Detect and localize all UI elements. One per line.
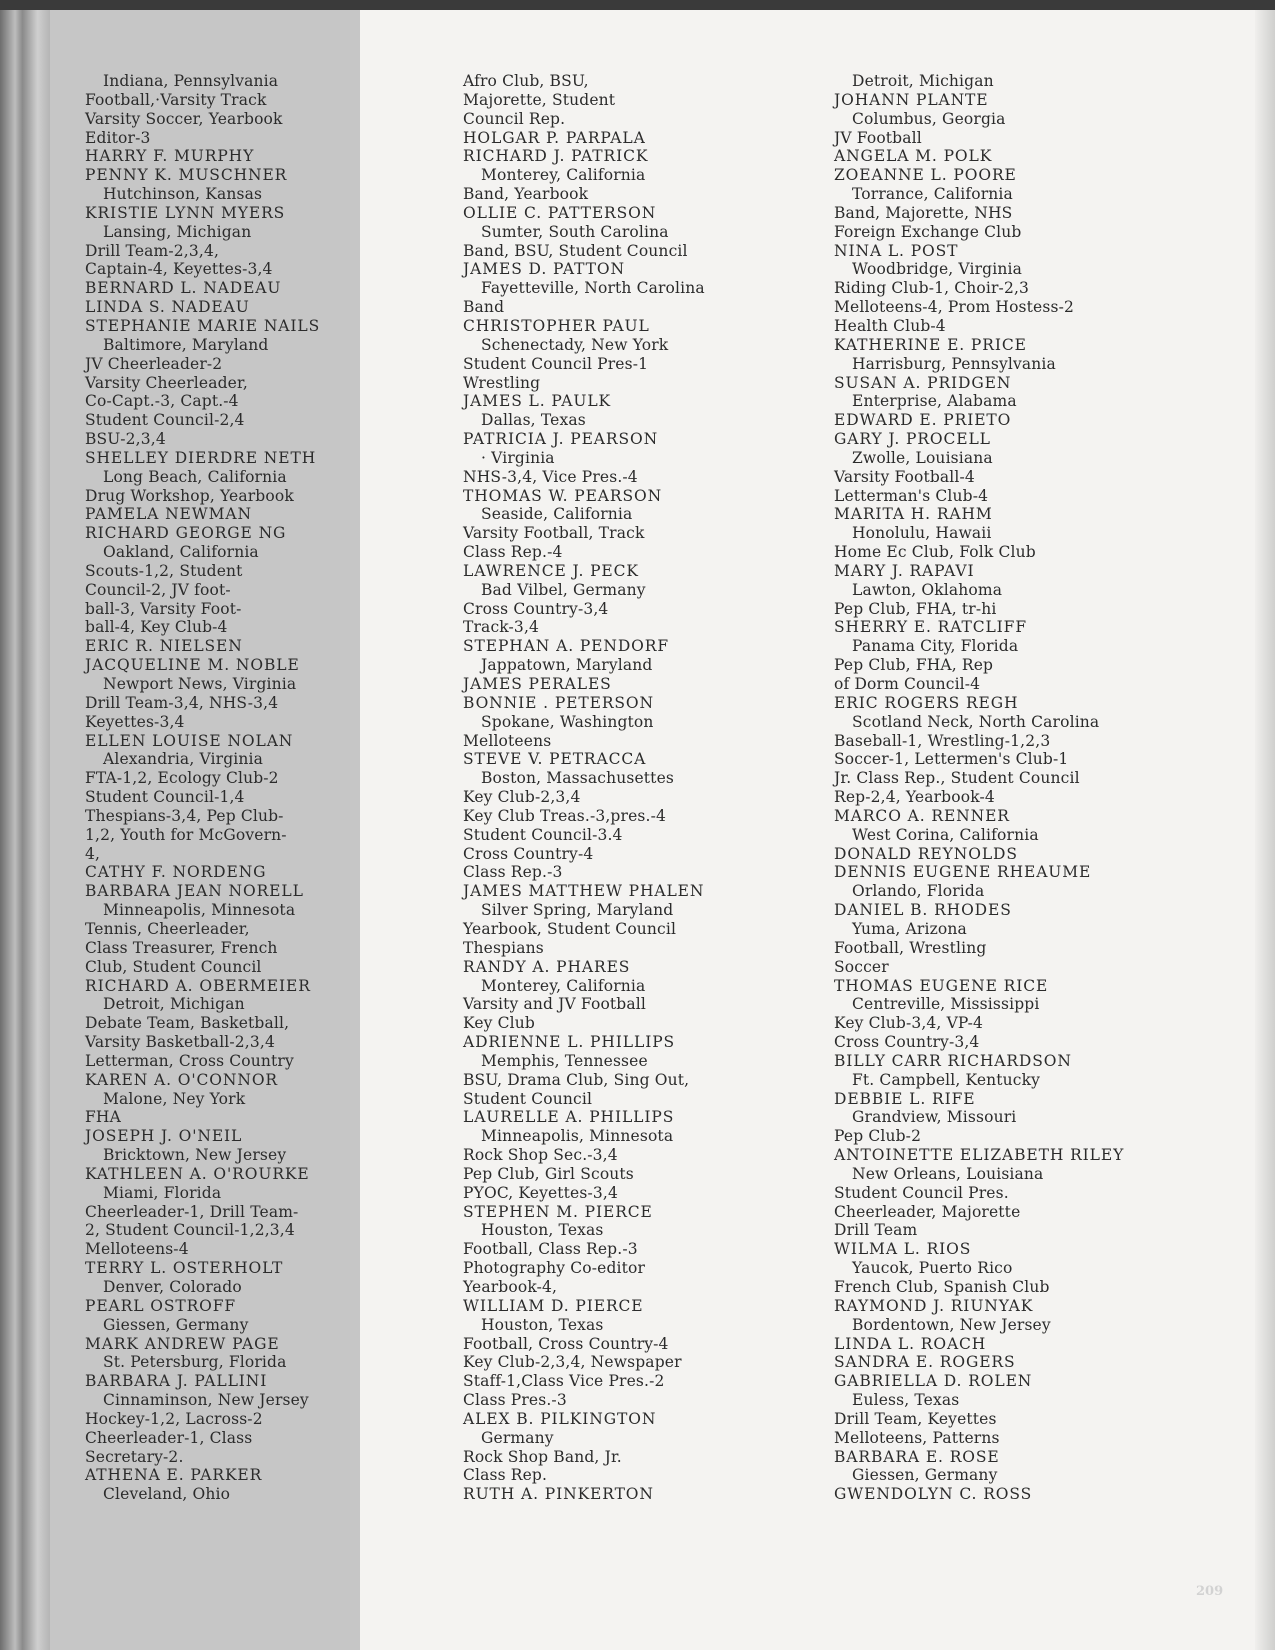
student-activities: BSU-2,3,4: [85, 430, 166, 449]
student-name: HOLGAR P. PARPALA: [463, 128, 646, 147]
student-hometown: Long Beach, California: [103, 467, 287, 486]
student-activities: Thespians: [463, 938, 544, 957]
student-activities: Photography Co-editor: [463, 1259, 646, 1278]
student-name: STEPHANIE MARIE NAILS: [85, 316, 321, 335]
student-hometown: Zwolle, Louisiana: [852, 448, 993, 467]
student-hometown: Orlando, Florida: [852, 882, 985, 901]
student-activities: Class Pres.-3: [463, 1391, 567, 1410]
student-activities: Pep Club, Girl Scouts: [463, 1164, 634, 1183]
student-activities: Yearbook, Student Council: [463, 919, 677, 938]
student-name: PEARL OSTROFF: [85, 1296, 237, 1315]
student-hometown: Minneapolis, Minnesota: [103, 901, 296, 920]
student-activities: Wrestling: [463, 373, 541, 392]
student-name: THOMAS W. PEARSON: [463, 486, 663, 505]
student-hometown: Alexandria, Virginia: [103, 750, 264, 769]
student-hometown: Boston, Massachusettes: [481, 769, 674, 788]
student-activities: Varsity Soccer, Yearbook: [85, 109, 283, 128]
student-activities: Rep-2,4, Yearbook-4: [834, 788, 995, 807]
student-activities: Football, Class Rep.-3: [463, 1240, 638, 1259]
student-hometown: Lawton, Oklahoma: [852, 580, 1003, 599]
student-name: BARBARA E. ROSE: [834, 1447, 1000, 1466]
student-activities: Pep Club-2: [834, 1127, 922, 1146]
student-activities: Riding Club-1, Choir-2,3: [834, 279, 1030, 298]
student-hometown: Oakland, California: [103, 543, 259, 562]
student-name: BONNIE . PETERSON: [463, 693, 654, 712]
student-hometown: New Orleans, Louisiana: [852, 1164, 1044, 1183]
student-hometown: Indiana, Pennsylvania: [103, 72, 279, 90]
student-name: JOSEPH J. O'NEIL: [85, 1127, 243, 1146]
student-name: MARITA H. RAHM: [834, 505, 993, 524]
student-hometown: Grandview, Missouri: [852, 1108, 1017, 1127]
student-name: RANDY A. PHARES: [463, 957, 631, 976]
student-name: MARCO A. RENNER: [834, 806, 1010, 825]
student-name: OLLIE C. PATTERSON: [463, 203, 657, 222]
student-activities: Varsity and JV Football: [463, 995, 646, 1014]
student-name: KATHLEEN A. O'ROURKE: [85, 1164, 310, 1183]
student-hometown: Minneapolis, Minnesota: [481, 1127, 674, 1146]
student-hometown: Centreville, Mississippi: [852, 995, 1040, 1014]
student-name: JOHANN PLANTE: [834, 90, 989, 109]
student-name: ELLEN LOUISE NOLAN: [85, 731, 294, 750]
student-activities: Student Council: [463, 1089, 593, 1108]
student-activities: Drill Team-3,4, NHS-3,4: [85, 693, 279, 712]
student-activities: Captain-4, Keyettes-3,4: [85, 260, 273, 279]
student-name: LAWRENCE J. PECK: [463, 561, 639, 580]
student-activities: Pep Club, FHA, tr-hi: [834, 599, 997, 618]
student-activities: FTA-1,2, Ecology Club-2: [85, 769, 279, 788]
student-activities: of Dorm Council-4: [834, 675, 981, 693]
student-activities: Class Treasurer, French: [85, 938, 278, 957]
student-hometown: Houston, Texas: [481, 1221, 604, 1240]
student-activities: Cross Country-3,4: [834, 1033, 980, 1052]
student-name: ERIC R. NIELSEN: [85, 637, 243, 656]
student-hometown: Enterprise, Alabama: [852, 392, 1017, 411]
student-hometown: Yuma, Arizona: [852, 919, 967, 938]
student-activities: Keyettes-3,4: [85, 712, 185, 731]
student-hometown: Detroit, Michigan: [103, 995, 245, 1014]
student-activities: Football,·Varsity Track: [85, 90, 267, 109]
student-activities: 1,2, Youth for McGovern-: [85, 825, 287, 844]
student-activities: Scouts-1,2, Student: [85, 561, 243, 580]
student-name: WILLIAM D. PIERCE: [463, 1296, 644, 1315]
page-binding-gutter: [0, 10, 50, 1650]
student-activities: Melloteens: [463, 731, 552, 750]
student-name: TERRY L. OSTERHOLT: [85, 1259, 284, 1278]
student-name: PAMELA NEWMAN: [85, 505, 252, 524]
student-hometown: Sumter, South Carolina: [481, 222, 669, 241]
student-activities: Melloteens-4, Prom Hostess-2: [834, 298, 1074, 317]
student-activities: Editor-3: [85, 128, 151, 147]
student-activities: Band, Majorette, NHS: [834, 203, 1013, 222]
student-name: JAMES PERALES: [463, 675, 612, 693]
student-activities: Band, Yearbook: [463, 185, 589, 204]
student-name: BILLY CARR RICHARDSON: [834, 1051, 1072, 1070]
student-name: ANTOINETTE ELIZABETH RILEY: [834, 1146, 1125, 1165]
student-activities: Staff-1,Class Vice Pres.-2: [463, 1372, 665, 1391]
student-activities: Band: [463, 298, 505, 317]
student-name: MARY J. RAPAVI: [834, 561, 975, 580]
student-activities: Hockey-1,2, Lacross-2: [85, 1409, 263, 1428]
student-name: THOMAS EUGENE RICE: [834, 976, 1049, 995]
student-activities: Varsity Football-4: [834, 467, 975, 486]
student-hometown: Hutchinson, Kansas: [103, 185, 263, 204]
student-activities: Debate Team, Basketball,: [85, 1014, 290, 1033]
student-hometown: Jappatown, Maryland: [481, 656, 653, 675]
student-name: JAMES L. PAULK: [463, 392, 612, 411]
student-name: KAREN A. O'CONNOR: [85, 1070, 279, 1089]
student-name: NINA L. POST: [834, 241, 959, 260]
student-name: JAMES D. PATTON: [463, 260, 625, 279]
student-activities: Student Council Pres-1: [463, 354, 649, 373]
student-hometown: Miami, Florida: [103, 1183, 222, 1202]
student-activities: Key Club-3,4, VP-4: [834, 1014, 984, 1033]
student-hometown: Torrance, California: [852, 185, 1013, 204]
student-name: CATHY F. NORDENG: [85, 863, 267, 882]
student-name: CHRISTOPHER PAUL: [463, 316, 650, 335]
student-activities: 4,: [85, 844, 101, 863]
student-activities: Track-3,4: [463, 618, 540, 637]
student-name: EDWARD E. PRIETO: [834, 411, 1012, 430]
student-hometown: Bad Vilbel, Germany: [481, 580, 646, 599]
roster-column-3: [834, 72, 1124, 1504]
student-hometown: Memphis, Tennessee: [481, 1051, 648, 1070]
student-hometown: Detroit, Michigan: [852, 72, 994, 90]
student-hometown: Monterey, California: [481, 976, 646, 995]
student-hometown: Cleveland, Ohio: [103, 1485, 231, 1504]
student-activities: Band, BSU, Student Council: [463, 241, 688, 260]
student-hometown: Lansing, Michigan: [103, 222, 252, 241]
student-activities: JV Football: [834, 128, 922, 147]
student-hometown: Bordentown, New Jersey: [852, 1315, 1051, 1334]
student-activities: Home Ec Club, Folk Club: [834, 543, 1036, 562]
student-name: LINDA S. NADEAU: [85, 298, 250, 317]
student-activities: BSU, Drama Club, Sing Out,: [463, 1070, 690, 1089]
student-hometown: Newport News, Virginia: [103, 675, 297, 693]
student-hometown: Denver, Colorado: [103, 1278, 242, 1296]
student-activities: Foreign Exchange Club: [834, 222, 1022, 241]
student-activities: Letterman, Cross Country: [85, 1051, 294, 1070]
student-name: LINDA L. ROACH: [834, 1334, 987, 1353]
student-hometown: St. Petersburg, Florida: [103, 1353, 287, 1372]
student-name: ERIC ROGERS REGH: [834, 693, 1019, 712]
page-number: 209: [1196, 1584, 1224, 1599]
student-name: DENNIS EUGENE RHEAUME: [834, 863, 1092, 882]
student-activities: Football, Cross Country-4: [463, 1334, 669, 1353]
student-name: BARBARA J. PALLINI: [85, 1372, 268, 1391]
student-name: SHELLEY DIERDRE NETH: [85, 448, 317, 467]
student-activities: Varsity Basketball-2,3,4: [85, 1033, 275, 1052]
student-activities: ball-4, Key Club-4: [85, 618, 228, 637]
student-activities: Melloteens, Patterns: [834, 1428, 1000, 1447]
student-activities: Jr. Class Rep., Student Council: [834, 769, 1080, 788]
student-hometown: Ft. Campbell, Kentucky: [852, 1070, 1041, 1089]
student-activities: French Club, Spanish Club: [834, 1278, 1050, 1296]
student-name: ALEX B. PILKINGTON: [463, 1409, 657, 1428]
student-activities: Student Council Pres.: [834, 1183, 1009, 1202]
student-activities: Cheerleader, Majorette: [834, 1202, 1021, 1221]
student-name: SHERRY E. RATCLIFF: [834, 618, 1027, 637]
student-activities: Soccer: [834, 957, 889, 976]
student-activities: Health Club-4: [834, 316, 946, 335]
student-name: BARBARA JEAN NORELL: [85, 882, 304, 901]
student-activities: ball-3, Varsity Foot-: [85, 599, 242, 618]
page-right-edge: [1255, 10, 1275, 1650]
student-name: ADRIENNE L. PHILLIPS: [463, 1033, 676, 1052]
student-hometown: Giessen, Germany: [103, 1315, 249, 1334]
student-activities: Thespians-3,4, Pep Club-: [85, 806, 284, 825]
student-activities: Football, Wrestling: [834, 938, 987, 957]
student-activities: Varsity Football, Track: [463, 524, 645, 543]
student-hometown: Yaucok, Puerto Rico: [852, 1259, 1013, 1278]
student-name: RICHARD A. OBERMEIER: [85, 976, 311, 995]
student-name: SANDRA E. ROGERS: [834, 1353, 1016, 1372]
student-activities: Key Club: [463, 1014, 535, 1033]
student-activities: Secretary-2.: [85, 1447, 184, 1466]
student-activities: FHA: [85, 1108, 121, 1127]
student-hometown: West Corina, California: [852, 825, 1039, 844]
student-activities: NHS-3,4, Vice Pres.-4: [463, 467, 638, 486]
student-hometown: Euless, Texas: [852, 1391, 960, 1410]
student-name: LAURELLE A. PHILLIPS: [463, 1108, 675, 1127]
student-hometown: · Virginia: [481, 448, 555, 467]
roster-column-1: [85, 72, 320, 1504]
student-name: DANIEL B. RHODES: [834, 901, 1012, 920]
student-activities: Cross Country-4: [463, 844, 594, 863]
student-activities: Council Rep.: [463, 109, 566, 128]
student-activities: JV Cheerleader-2: [85, 354, 223, 373]
student-hometown: Giessen, Germany: [852, 1466, 998, 1485]
student-activities: Class Rep.-4: [463, 543, 563, 562]
student-activities: Drug Workshop, Yearbook: [85, 486, 294, 505]
student-activities: Soccer-1, Lettermen's Club-1: [834, 750, 1069, 769]
student-hometown: Schenectady, New York: [481, 335, 669, 354]
student-hometown: Columbus, Georgia: [852, 109, 1006, 128]
student-hometown: Houston, Texas: [481, 1315, 604, 1334]
roster-column-2: [463, 72, 705, 1504]
student-activities: Afro Club, BSU,: [463, 72, 589, 90]
student-activities: Cheerleader-1, Class: [85, 1428, 253, 1447]
student-activities: Drill Team, Keyettes: [834, 1409, 997, 1428]
student-activities: Rock Shop Sec.-3,4: [463, 1146, 618, 1165]
student-hometown: Baltimore, Maryland: [103, 335, 269, 354]
student-name: KRISTIE LYNN MYERS: [85, 203, 286, 222]
student-hometown: Bricktown, New Jersey: [103, 1146, 287, 1165]
student-activities: Class Rep.-3: [463, 863, 563, 882]
student-activities: Class Rep.: [463, 1466, 548, 1485]
student-activities: Council-2, JV foot-: [85, 580, 231, 599]
student-name: PENNY K. MUSCHNER: [85, 166, 288, 185]
student-activities: Cross Country-3,4: [463, 599, 609, 618]
student-hometown: Spokane, Washington: [481, 712, 654, 731]
student-activities: 2, Student Council-1,2,3,4: [85, 1221, 295, 1240]
student-hometown: Silver Spring, Maryland: [481, 901, 674, 920]
student-name: JACQUELINE M. NOBLE: [85, 656, 300, 675]
student-activities: Club, Student Council: [85, 957, 262, 976]
student-activities: Majorette, Student: [463, 90, 616, 109]
student-name: DEBBIE L. RIFE: [834, 1089, 976, 1108]
student-activities: Yearbook-4,: [463, 1278, 558, 1296]
student-hometown: Woodbridge, Virginia: [852, 260, 1022, 279]
student-hometown: Dallas, Texas: [481, 411, 586, 430]
student-name: GABRIELLA D. ROLEN: [834, 1372, 1033, 1391]
student-name: WILMA L. RIOS: [834, 1240, 972, 1259]
student-activities: Letterman's Club-4: [834, 486, 989, 505]
student-hometown: Honolulu, Hawaii: [852, 524, 992, 543]
student-name: PATRICIA J. PEARSON: [463, 430, 659, 449]
student-name: STEPHAN A. PENDORF: [463, 637, 670, 656]
student-name: GARY J. PROCELL: [834, 430, 991, 449]
student-name: HARRY F. MURPHY: [85, 147, 255, 166]
student-hometown: Germany: [481, 1428, 554, 1447]
student-activities: Drill Team: [834, 1221, 918, 1240]
student-name: BERNARD L. NADEAU: [85, 279, 282, 298]
student-activities: Key Club Treas.-3,pres.-4: [463, 806, 666, 825]
student-activities: Cheerleader-1, Drill Team-: [85, 1202, 299, 1221]
student-name: ANGELA M. POLK: [834, 147, 993, 166]
student-activities: Key Club-2,3,4, Newspaper: [463, 1353, 682, 1372]
student-hometown: Harrisburg, Pennsylvania: [852, 354, 1056, 373]
student-name: SUSAN A. PRIDGEN: [834, 373, 1012, 392]
student-hometown: Monterey, California: [481, 166, 646, 185]
student-name: GWENDOLYN C. ROSS: [834, 1485, 1033, 1504]
scan-top-edge: [0, 0, 1275, 10]
student-name: STEPHEN M. PIERCE: [463, 1202, 653, 1221]
student-name: ZOEANNE L. POORE: [834, 166, 1017, 185]
student-name: JAMES MATTHEW PHALEN: [463, 882, 705, 901]
student-activities: Student Council-2,4: [85, 411, 245, 430]
student-name: MARK ANDREW PAGE: [85, 1334, 280, 1353]
student-activities: Varsity Cheerleader,: [85, 373, 248, 392]
student-activities: Student Council-1,4: [85, 788, 245, 807]
student-name: STEVE V. PETRACCA: [463, 750, 647, 769]
student-hometown: Seaside, California: [481, 505, 633, 524]
student-name: RICHARD GEORGE NG: [85, 524, 287, 543]
student-hometown: Scotland Neck, North Carolina: [852, 712, 1100, 731]
student-name: KATHERINE E. PRICE: [834, 335, 1027, 354]
student-activities: Rock Shop Band, Jr.: [463, 1447, 622, 1466]
student-activities: Drill Team-2,3,4,: [85, 241, 220, 260]
student-activities: Baseball-1, Wrestling-1,2,3: [834, 731, 1051, 750]
student-activities: Co-Capt.-3, Capt.-4: [85, 392, 239, 411]
student-activities: PYOC, Keyettes-3,4: [463, 1183, 618, 1202]
student-hometown: Malone, Ney York: [103, 1089, 246, 1108]
student-hometown: Panama City, Florida: [852, 637, 1019, 656]
student-name: RAYMOND J. RIUNYAK: [834, 1296, 1034, 1315]
student-activities: Melloteens-4: [85, 1240, 189, 1259]
student-hometown: Fayetteville, North Carolina: [481, 279, 705, 298]
student-activities: Student Council-3.4: [463, 825, 623, 844]
student-activities: Pep Club, FHA, Rep: [834, 656, 994, 675]
student-activities: Tennis, Cheerleader,: [85, 919, 250, 938]
student-name: DONALD REYNOLDS: [834, 844, 1018, 863]
student-hometown: Cinnaminson, New Jersey: [103, 1391, 309, 1410]
student-name: RICHARD J. PATRICK: [463, 147, 649, 166]
student-activities: Key Club-2,3,4: [463, 788, 581, 807]
student-name: ATHENA E. PARKER: [85, 1466, 263, 1485]
student-name: RUTH A. PINKERTON: [463, 1485, 654, 1504]
